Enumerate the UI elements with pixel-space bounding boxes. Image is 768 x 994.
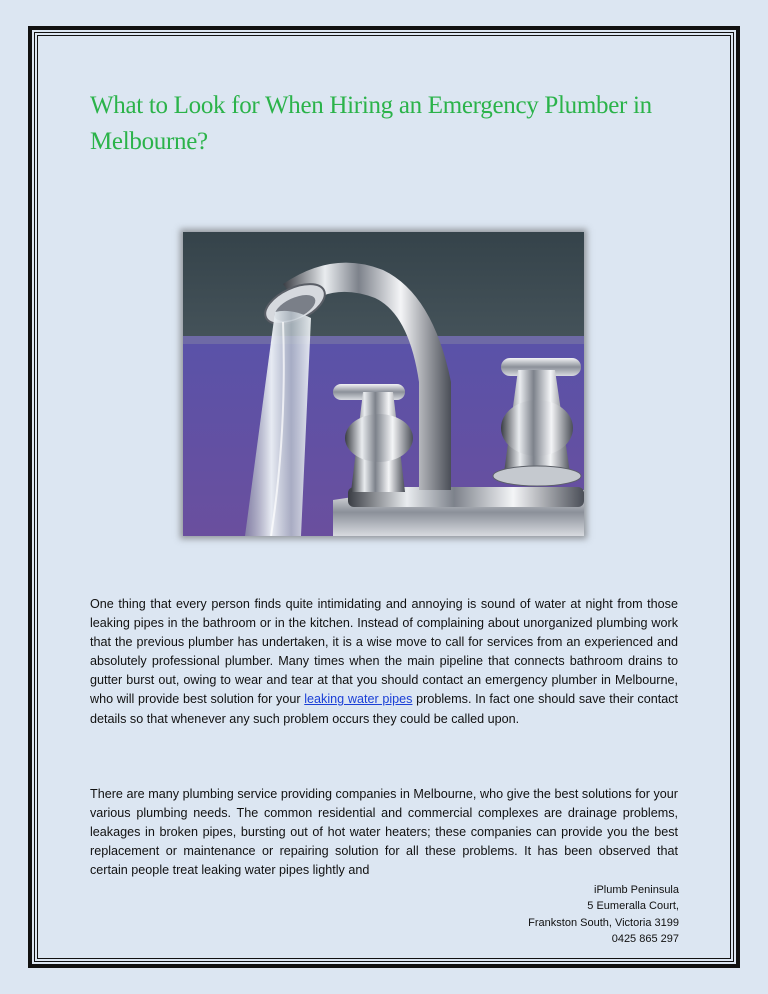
footer-company: iPlumb Peninsula: [594, 884, 679, 896]
contact-footer: [528, 882, 679, 947]
paragraph-intro-text: One thing that every person finds quite intimidating and annoying is sound of water at night from those leaking pipes in the bathroom or in the kitchen. Instead of complaining about unorganized plumbing work that the previous plumber has undertaken, it is a wise move to call for services from an experienced and absolutely professional plumber. Many times when the main pipeline that connects bathroom drains to gutter burst out, owing to wear and tear at that you should contact an emergency plumber in Melbourne, who will provide best solution for your: [90, 597, 678, 707]
faucet-photo: [183, 232, 584, 536]
paragraph-intro: [90, 595, 678, 729]
faucet-illustration: [183, 232, 584, 536]
leaking-water-pipes-link[interactable]: leaking water pipes: [304, 692, 413, 707]
document-title: What to Look for When Hiring an Emergency Plumber in Melbourne?: [90, 92, 652, 155]
footer-city: Frankston South, Victoria 3199: [528, 916, 679, 929]
paragraph-intro-continued: problems. In fact one should save their contact details so that whenever any such problem occurs they could be called upon.: [90, 692, 679, 726]
footer-street: 5 Eumeralla Court,: [587, 900, 679, 913]
footer-phone: 0425 865 297: [611, 932, 679, 945]
paragraph-services: There are many plumbing service providing companies in Melbourne, who give the best solutions for your various plumbing needs. The common residential and commercial complexes are drainage problems, leakages in broken pipes, bursting out of hot water heaters; these companies can provide you the best replacement or maintenance or repairing solution for all these problems. It has been observed that certain people treat leaking water pipes lightly and: [90, 787, 678, 878]
